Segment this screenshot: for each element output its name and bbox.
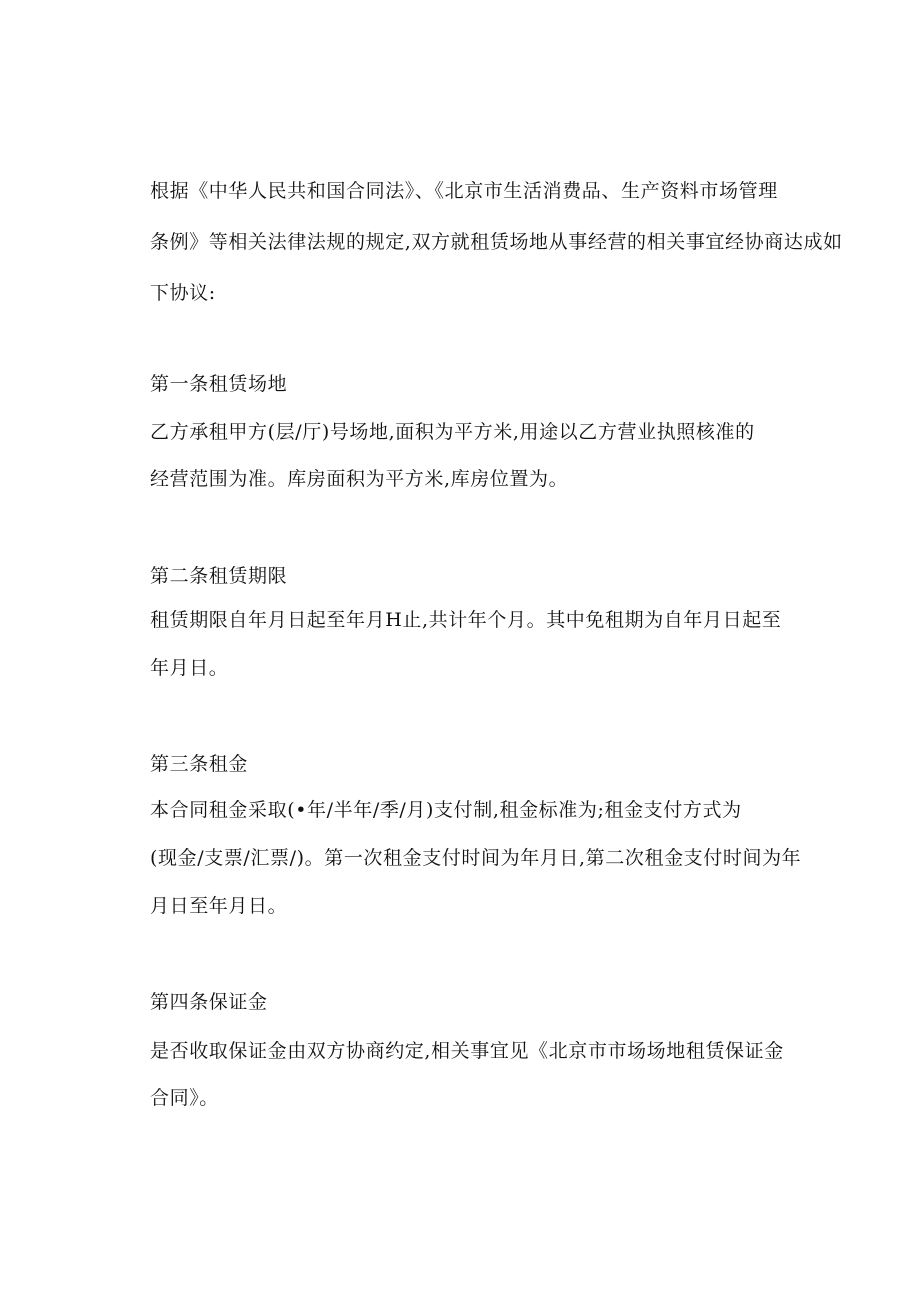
article-1-line-1: 乙方承租甲方(层/厅)号场地,面积为平方米,用途以乙方营业执照核准的 bbox=[150, 421, 755, 443]
article-1-heading: 第一条租赁场地 bbox=[150, 373, 288, 395]
article-4-line-1: 是否收取保证金由双方协商约定,相关事宜见《北京市市场场地租赁保证金 bbox=[150, 1040, 784, 1062]
article-2-line-2: 年月日。 bbox=[150, 657, 229, 679]
article-3-line-3: 月日至年月日。 bbox=[150, 895, 288, 917]
article-3-line-1: 本合同租金采取(•年/半年/季/月)支付制,租金标准为;租金支付方式为 bbox=[150, 799, 742, 821]
preamble-line-3: 下协议: bbox=[150, 282, 216, 304]
preamble-line-1: 根据《中华人民共和国合同法》、《北京市生活消费品、生产资料市场管理 bbox=[150, 180, 778, 202]
article-3-heading: 第三条租金 bbox=[150, 753, 249, 775]
article-3-line-2: (现金/支票/汇票/)。第一次租金支付时间为年月日,第二次租金支付时间为年 bbox=[150, 847, 802, 869]
article-2-line-1: 租赁期限自年月日起至年月H止,共计年个月。其中免租期为自年月日起至 bbox=[150, 609, 782, 631]
article-2-heading: 第二条租赁期限 bbox=[150, 565, 288, 587]
article-4-heading: 第四条保证金 bbox=[150, 991, 268, 1013]
preamble-line-2: 条例》等相关法律法规的规定,双方就租赁场地从事经营的相关事宜经协商达成如 bbox=[150, 231, 843, 253]
article-1-line-2: 经营范围为准。库房面积为平方米,库房位置为。 bbox=[150, 468, 569, 490]
article-4-line-2: 合同》。 bbox=[150, 1087, 219, 1109]
